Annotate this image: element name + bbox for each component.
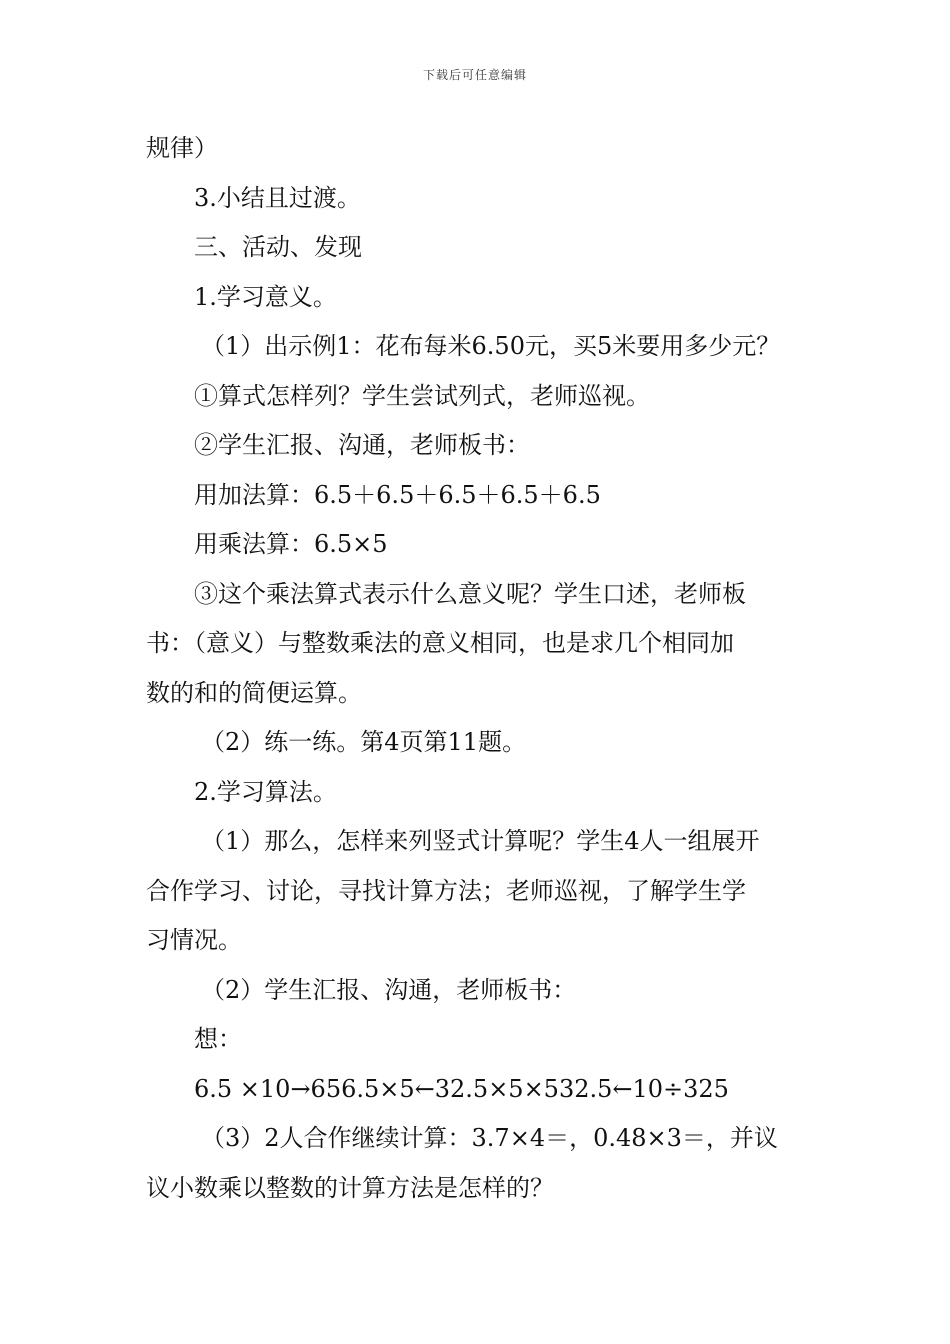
- paragraph-line: 规律）: [146, 134, 218, 162]
- paragraph-line: 合作学习、讨论，寻找计算方法；老师巡视，了解学生学: [146, 876, 746, 905]
- paragraph-line: （3）2人合作继续计算：3.7×4＝，0.48×3＝，并议: [201, 1124, 778, 1152]
- document-body: [146, 124, 812, 1213]
- paragraph-line: （2）练一练。第4页第11题。: [201, 728, 527, 756]
- paragraph-line: 想：: [194, 1025, 242, 1053]
- paragraph-line: ②学生汇报、沟通，老师板书：: [194, 431, 530, 459]
- paragraph-line: 议小数乘以整数的计算方法是怎样的？: [146, 1173, 554, 1202]
- subsection-heading: 2.学习算法。: [194, 777, 337, 806]
- formula-line: 用乘法算：6.5×5: [194, 530, 388, 558]
- formula-line: 6.5 ×10→656.5×5←32.5×5×532.5←10÷325: [194, 1074, 729, 1103]
- paragraph-line: 数的和的简便运算。: [146, 678, 362, 707]
- section-heading: 三、活动、发现: [194, 233, 362, 261]
- paragraph-line: 书：（意义）与整数乘法的意义相同，也是求几个相同加: [146, 629, 734, 657]
- paragraph-line: （1）出示例1：花布每米6.50元，买5米要用多少元？: [201, 332, 781, 360]
- paragraph-line: （1）那么，怎样来列竖式计算呢？学生4人一组展开: [201, 827, 760, 855]
- paragraph-line: 习情况。: [146, 926, 242, 954]
- subsection-heading: 1.学习意义。: [194, 282, 337, 311]
- paragraph-line: 3.小结且过渡。: [194, 183, 361, 212]
- page-header: 下载后可任意编辑: [422, 68, 527, 82]
- paragraph-line: ③这个乘法算式表示什么意义呢？学生口述，老师板: [194, 579, 746, 608]
- paragraph-line: ①算式怎样列？学生尝试列式，老师巡视。: [194, 381, 650, 410]
- formula-line: 用加法算：6.5＋6.5＋6.5＋6.5＋6.5: [194, 480, 601, 509]
- paragraph-line: （2）学生汇报、沟通，老师板书：: [201, 975, 577, 1004]
